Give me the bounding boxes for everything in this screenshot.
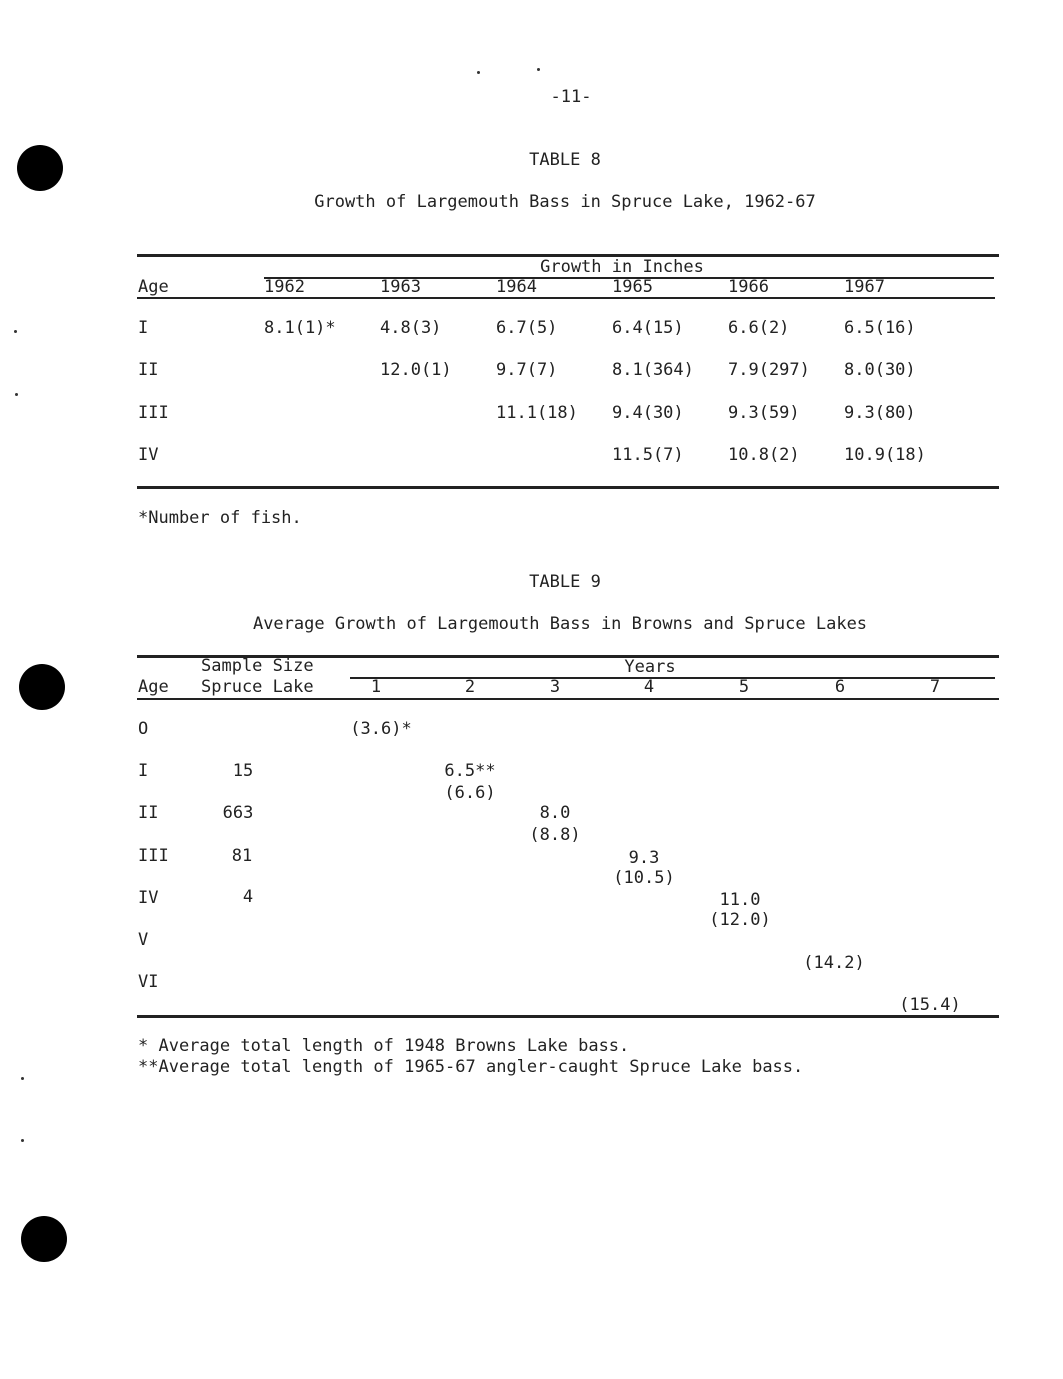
table9-value-paren: (12.0): [709, 910, 771, 930]
scan-speck: [14, 330, 17, 333]
table8-year-header: 1967: [844, 277, 885, 297]
table9-bottom-rule: [137, 1015, 999, 1018]
table8-year-header: 1964: [496, 277, 537, 297]
table9-value-main: 6.5**: [444, 761, 496, 781]
table8-age-cell: IV: [138, 445, 159, 465]
table9-value-paren: (15.4): [899, 995, 961, 1015]
scan-speck: [537, 68, 540, 71]
table8-cell: 8.1(1)*: [264, 318, 336, 338]
table9-age-cell: III: [138, 846, 169, 866]
table8-cell: 6.7(5): [496, 318, 558, 338]
table9-age-cell: VI: [138, 972, 159, 992]
table9-age-cell: I: [138, 761, 149, 781]
table9-value-paren: (3.6)*: [350, 719, 412, 739]
table9-footnote: * Average total length of 1948 Browns Lake bass.: [138, 1036, 630, 1056]
table9-sample-cell: 81: [231, 846, 253, 866]
table8-cell: 11.1(18): [496, 403, 578, 423]
table8-cell: 8.0(30): [844, 360, 916, 380]
table8-cell: 9.3(80): [844, 403, 916, 423]
table9-label: TABLE 9: [529, 572, 601, 592]
table8-year-header: 1965: [612, 277, 653, 297]
table9-sample-header: Sample Size: [201, 656, 314, 676]
table9-sample-cell: 663: [222, 803, 254, 823]
table9-value-paren: (10.5): [613, 868, 675, 888]
table9-sample-cell: 4: [242, 887, 254, 907]
table8-label: TABLE 8: [529, 150, 601, 170]
table9-title: Average Growth of Largemouth Bass in Browns and Spruce Lakes: [252, 614, 868, 634]
table8-footnote: *Number of fish.: [138, 508, 302, 528]
table9-year-col-header: 3: [549, 677, 561, 697]
table8-age-header: Age: [138, 277, 169, 297]
scan-speck: [477, 71, 480, 74]
table8-cell: 12.0(1): [380, 360, 452, 380]
table9-value-main: 11.0: [719, 890, 761, 910]
table9-value-paren: (6.6): [444, 783, 496, 803]
table9-age-cell: V: [138, 930, 149, 950]
table9-year-col-header: 7: [929, 677, 941, 697]
table8-age-cell: II: [138, 360, 159, 380]
table9-year-col-header: 4: [643, 677, 655, 697]
table8-cell: 8.1(364): [612, 360, 694, 380]
page-number: -11-: [550, 87, 592, 107]
table9-year-col-header: 6: [834, 677, 846, 697]
table8-age-cell: I: [138, 318, 149, 338]
binder-hole-middle: [19, 664, 65, 710]
table8-cell: 10.8(2): [728, 445, 800, 465]
table9-years-header: Years: [624, 657, 676, 677]
binder-hole-bottom: [21, 1216, 67, 1262]
table9-value-main: 9.3: [628, 848, 660, 868]
table9-year-col-header: 1: [370, 677, 382, 697]
table8-cell: 10.9(18): [844, 445, 926, 465]
table9-footnote: **Average total length of 1965-67 angler-caught Spruce Lake bass.: [138, 1057, 804, 1077]
table8-cell: 6.6(2): [728, 318, 790, 338]
table9-sample-header: Spruce Lake: [201, 677, 314, 697]
scan-speck: [15, 393, 18, 396]
table9-age-cell: IV: [138, 888, 159, 908]
table9-value-paren: (14.2): [803, 953, 865, 973]
table8-year-header: 1966: [728, 277, 769, 297]
table9-sample-cell: 15: [232, 761, 254, 781]
table8-cell: 6.5(16): [844, 318, 916, 338]
table8-cell: 4.8(3): [380, 318, 442, 338]
scan-speck: [21, 1139, 24, 1142]
table8-year-header: 1962: [264, 277, 305, 297]
table8-year-header: 1963: [380, 277, 421, 297]
table9-age-cell: O: [138, 719, 149, 739]
table9-header-rule: [137, 698, 999, 700]
table9-year-col-header: 5: [738, 677, 750, 697]
table8-cell: 11.5(7): [612, 445, 684, 465]
table8-cell: 9.3(59): [728, 403, 800, 423]
table8-cell: 9.7(7): [496, 360, 558, 380]
table8-title: Growth of Largemouth Bass in Spruce Lake, 1962-67: [314, 192, 816, 212]
table9-group-rule: [350, 677, 995, 679]
table8-cell: 6.4(15): [612, 318, 684, 338]
table8-header-rule: [137, 297, 995, 299]
table9-year-col-header: 2: [464, 677, 476, 697]
table8-age-cell: III: [138, 403, 169, 423]
table9-age-cell: II: [138, 803, 159, 823]
binder-hole-top: [17, 145, 63, 191]
table8-cell: 9.4(30): [612, 403, 684, 423]
table8-cell: 7.9(297): [728, 360, 810, 380]
table9-value-paren: (8.8): [529, 825, 581, 845]
scan-speck: [21, 1077, 24, 1080]
table8-bottom-rule: [137, 486, 999, 489]
table9-value-main: 8.0: [539, 803, 571, 823]
table9-age-header: Age: [138, 677, 169, 697]
table8-group-header: Growth in Inches: [540, 257, 704, 277]
